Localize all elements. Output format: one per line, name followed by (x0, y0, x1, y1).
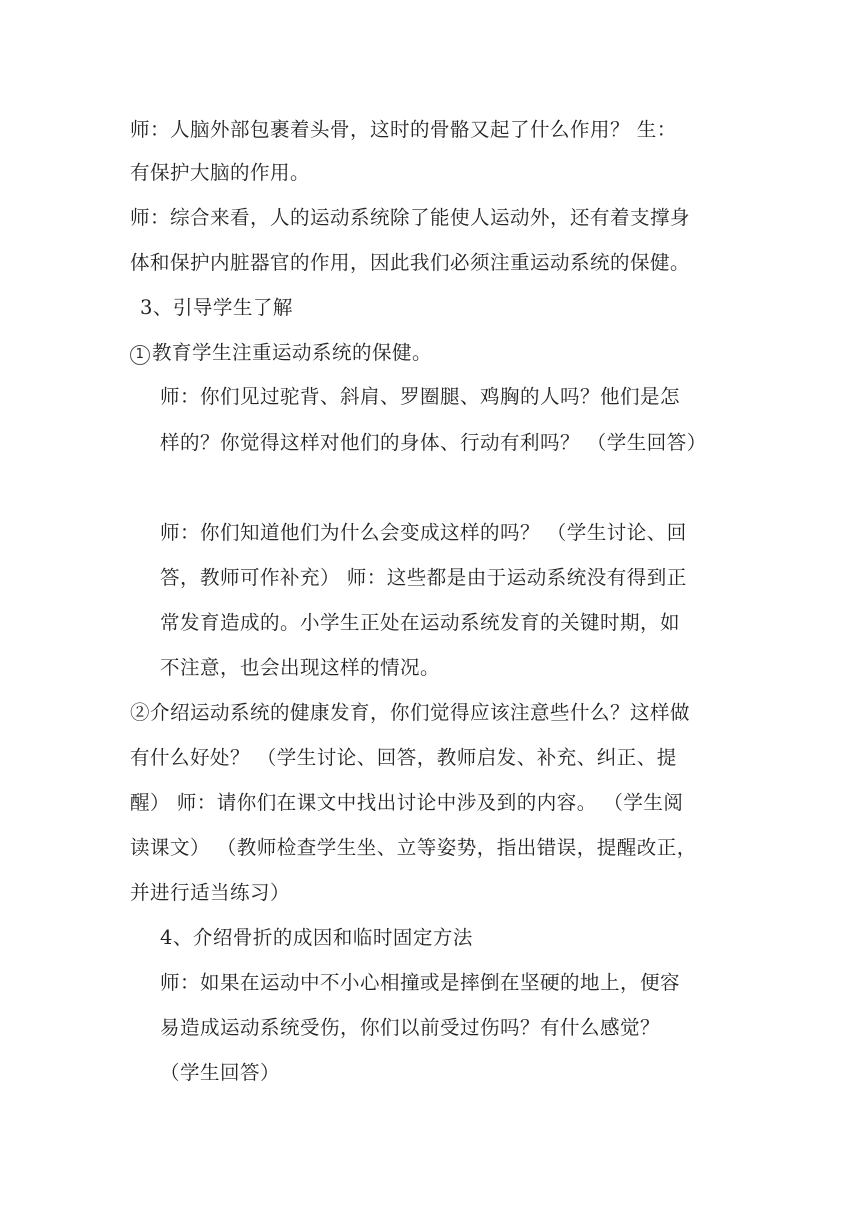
paragraph-line: 师：人脑外部包裹着头骨，这时的骨骼又起了什么作用？ 生： (130, 118, 677, 141)
paragraph-line: 读课文） （教师检查学生坐、立等姿势，指出错误，提醒改正， (130, 836, 697, 859)
circled-number-marker: 1 (130, 345, 150, 365)
paragraph-line: 师：综合来看，人的运动系统除了能使人运动外，还有着支撑身 (130, 206, 691, 229)
paragraph-line: 不注意，也会出现这样的情况。 (160, 656, 441, 679)
paragraph-line: 有什么好处？ （学生讨论、回答，教师启发、补充、纠正、提 (130, 746, 677, 769)
paragraph-line: 师：你们知道他们为什么会变成这样的吗？ （学生讨论、回 (160, 521, 687, 544)
paragraph-line: 师：你们见过驼背、斜肩、罗圈腿、鸡胸的人吗？他们是怎 (160, 385, 681, 408)
paragraph-line: 并进行适当练习） (130, 881, 291, 904)
list-item (130, 340, 432, 366)
paragraph-line: 样的？你觉得这样对他们的身体、行动有利吗？ （学生回答） (160, 431, 707, 454)
paragraph-line: 答，教师可作补充） 师：这些都是由于运动系统没有得到正 (160, 566, 687, 589)
paragraph-line: 有保护大脑的作用。 (130, 161, 311, 184)
section-heading: 4、介绍骨折的成因和临时固定方法 (160, 926, 473, 949)
paragraph-line: ②介绍运动系统的健康发育，你们觉得应该注意些什么？这样做 (130, 701, 691, 724)
paragraph-line: 常发育造成的。小学生正处在运动系统发育的关键时期，如 (160, 611, 681, 634)
paragraph-line: 师：如果在运动中不小心相撞或是摔倒在坚硬的地上，便容 (160, 971, 681, 994)
list-item-text: 教育学生注重运动系统的保健。 (152, 341, 433, 364)
paragraph-line: 醒） 师：请你们在课文中找出讨论中涉及到的内容。 （学生阅 (130, 791, 684, 814)
paragraph-line: 体和保护内脏器官的作用，因此我们必须注重运动系统的保健。 (130, 251, 691, 274)
paragraph-line: （学生回答） (160, 1061, 281, 1084)
section-heading: 3、引导学生了解 (140, 296, 293, 319)
paragraph-line: 易造成运动系统受伤，你们以前受过伤吗？有什么感觉？ (160, 1016, 661, 1039)
